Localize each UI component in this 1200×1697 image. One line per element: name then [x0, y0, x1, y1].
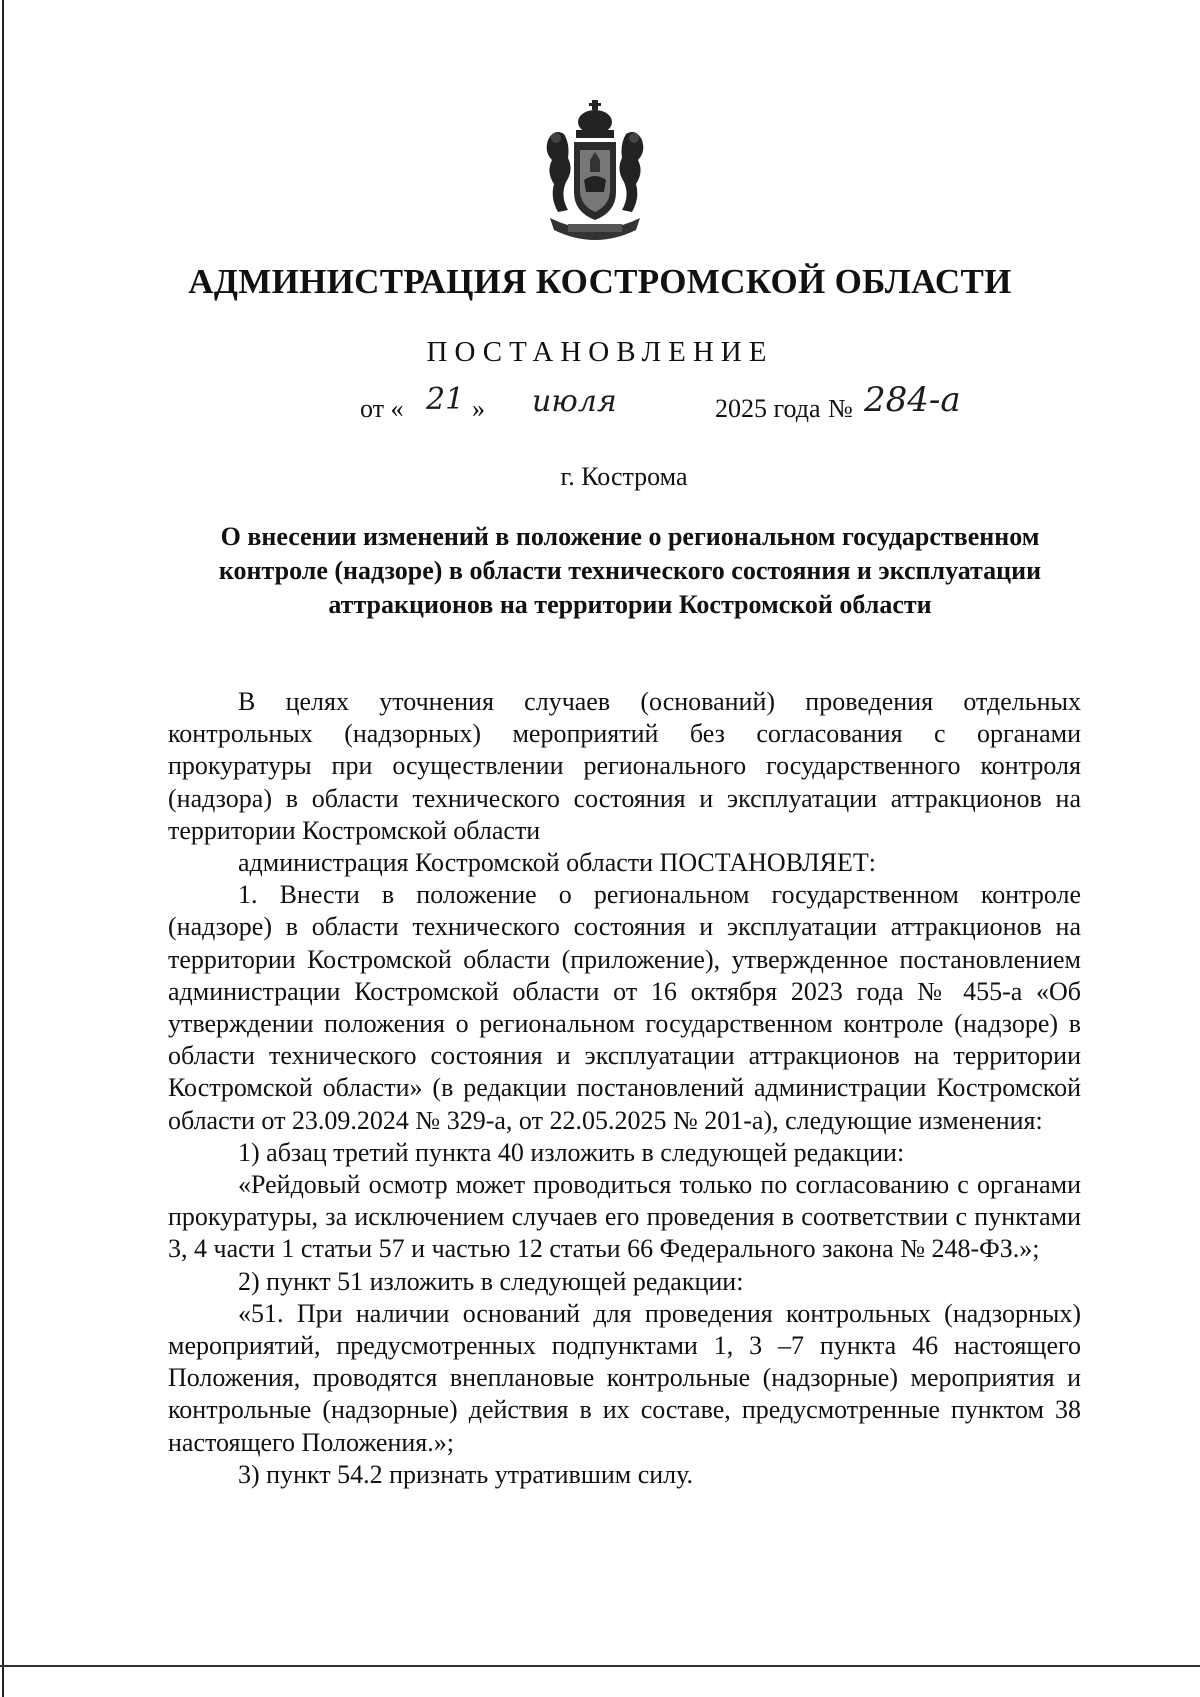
document-subject: О внесении изменений в положение о региональном государственном контроле (надзоре) в области технического состояния и эксплуатации аттракционов на территории Костромской области — [218, 522, 1042, 619]
page-edge-left — [2, 0, 4, 1697]
city: г. Кострома — [560, 462, 688, 491]
paragraph-quote-1: «Рейдовый осмотр может проводиться только по согласованию с органами прокуратуры, за исключением случаев его проведения в соответствии с пунктами 3, 4 части 1 статьи 57 и частью 12 статьи 66 Федерального закона № 248-ФЗ.»; — [168, 1170, 1081, 1264]
paragraph-subitem-2: 2) пункт 51 изложить в следующей редакции: — [238, 1266, 744, 1296]
page-edge-bottom — [0, 1665, 1200, 1667]
document-type: ПОСТАНОВЛЕНИЕ — [426, 336, 774, 368]
paragraph-subitem-3: 3) пункт 54.2 признать утратившим силу. — [238, 1459, 694, 1489]
date-year: 2025 года — [715, 394, 821, 423]
paragraph-subitem-1: 1) абзац третий пункта 40 изложить в следующей редакции: — [238, 1137, 905, 1167]
paragraph-preamble: В целях уточнения случаев (оснований) проведения отдельных контрольных (надзорных) мероприятий без согласования с органами прокуратуры при осуществлении регионального государственного контроля (надзора) в области технического состояния и эксплуатации аттракционов на территории Костромской области — [168, 687, 1081, 845]
date-close-quote: » — [472, 394, 485, 423]
handwritten-number: 284-а — [864, 380, 961, 420]
paragraph-item-1: 1. Внести в положение о региональном государственном контроле (надзоре) в области технического состояния и эксплуатации аттракционов на территории Костромской области (приложение), утвержденное постановлением администрации Костромской области от 16 октября 2023 года № 455-а «Об утверждении положения о региональном государственном контроле (надзоре) в области технического состояния и эксплуатации аттракционов на территории Костромской области» (в редакции постановлений администрации Костромской области от 23.09.2024 № 329-а, от 22.05.2025 № 201-а), следующие изменения: — [168, 880, 1081, 1135]
handwritten-month: июля — [532, 384, 617, 419]
document-body — [168, 686, 1081, 1491]
organization-title: АДМИНИСТРАЦИЯ КОСТРОМСКОЙ ОБЛАСТИ — [188, 262, 1012, 301]
handwritten-day: 21 — [426, 382, 465, 417]
coat-of-arms-icon — [540, 100, 650, 250]
paragraph-resolves: администрация Костромской области ПОСТАНОВЛЯЕТ: — [238, 848, 877, 878]
paragraph-quote-2: «51. При наличии оснований для проведения контрольных (надзорных) мероприятий, предусмотренных подпунктами 1, 3 –7 пункта 46 настоящего Положения, проводятся внеплановые контрольные (надзорные) мероприятия и контрольные (надзорные) действия в их составе, предусмотренные пунктом 38 настоящего Положения.»; — [168, 1298, 1081, 1457]
date-prefix: от « — [360, 394, 404, 423]
number-label: № — [828, 394, 853, 423]
